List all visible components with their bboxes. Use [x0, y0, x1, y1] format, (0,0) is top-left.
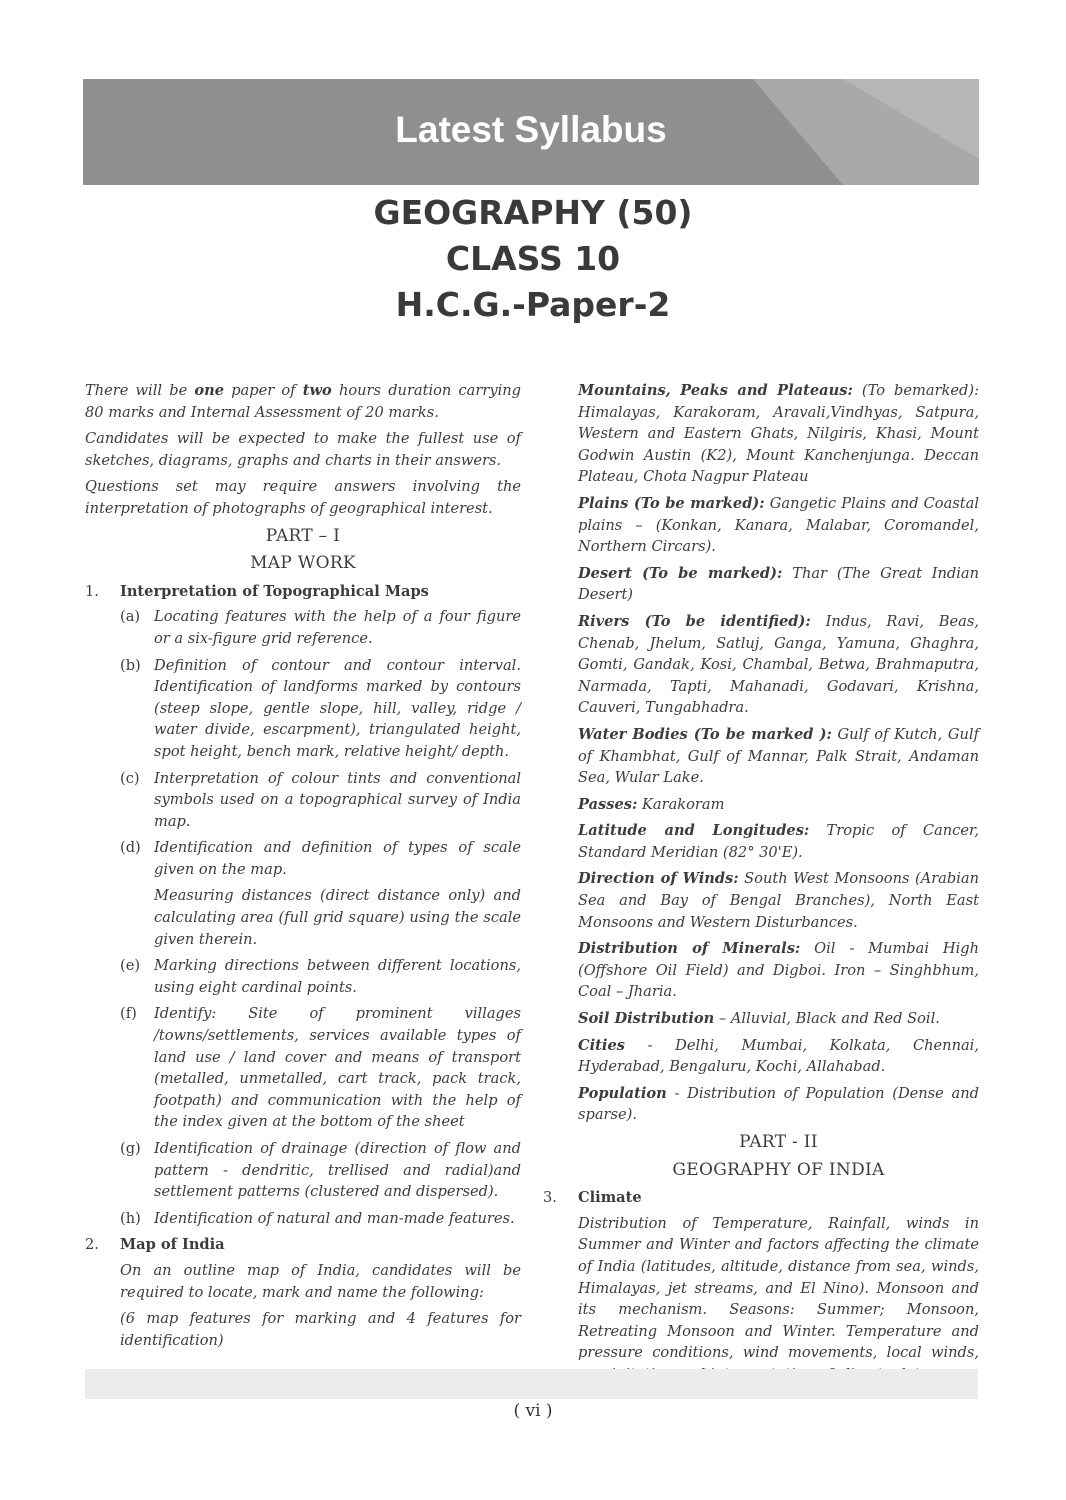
section-3-heading: 3. Climate [543, 1189, 642, 1207]
page-number: ( vi ) [513, 1401, 553, 1421]
map-entry-plains: Plains (To be marked): Gangetic Plains and Coastal plains – (Konkan, Kanara, Malabar, Coromandel, Northern Circars). [578, 494, 979, 556]
list-item: Measuring distances (direct distance only) and calculating area (full grid square) using the scale given therein. [154, 887, 521, 948]
list-item: (f) Identify: Site of prominent villages /towns/settlements, services available types of land use / land cover and means of transport (metalled, unmetalled, cart track, pack track, footpath) and communication with the help of the index given at the bottom of the sheet [120, 1005, 521, 1131]
section-2-heading: 2. Map of India [85, 1236, 225, 1254]
map-entry-population: Population - Distribution of Population (Dense and sparse). [578, 1084, 979, 1124]
section-2-paragraph-1: On an outline map of India, candidates will be required to locate, mark and name the following: [120, 1261, 521, 1301]
map-entry-winds: Direction of Winds: South West Monsoons (Arabian Sea and Bay of Bengal Branches), North East Monsoons and Western Disturbances. [578, 870, 979, 931]
list-item: (b) Definition of contour and contour interval. Identification of landforms marked by contours (steep slope, gentle slope, hill, valley, ridge / water divide, escarpment), triangulated height, spot height, bench mark, relative height/ depth. [120, 656, 521, 760]
subject-title: GEOGRAPHY (50) [373, 193, 693, 232]
map-entry-minerals: Distribution of Minerals: Oil - Mumbai High (Offshore Oil Field) and Digboi. Iron – Singhbhum, Coal – Jharia. [578, 940, 979, 1001]
list-item: (e) Marking directions between different locations, using eight cardinal points. [120, 957, 521, 996]
title-block [0, 190, 1066, 328]
section-3-paragraph: Distribution of Temperature, Rainfall, winds in Summer and Winter and factors affecting the climate of India (latitudes, altitude, distance from sea, winds, Himalayas, jet streams, and El Nino). Monsoon and its mechanism. Seasons: Summer; Monsoon, Retreating Monsoon and Winter. Temperature and pressure conditions, wind movements, local winds, [578, 1214, 979, 1362]
map-entry-desert: Desert (To be marked): Thar (The Great Indian Desert) [578, 564, 980, 604]
list-item: (a) Locating features with the help of a four figure or a six-figure grid reference. [120, 608, 521, 647]
banner-title: Latest Syllabus [395, 109, 667, 150]
map-entry-cities: Cities - Delhi, Mumbai, Kolkata, Chennai, Hyderabad, Bengaluru, Kochi, Allahabad. [578, 1036, 979, 1076]
intro-paragraph-2: Candidates will be expected to make the fullest use of sketches, diagrams, graphs and charts in their answers. [85, 430, 521, 469]
part-1-heading: PART – I [265, 525, 341, 546]
intro-paragraph-1: There will be one paper of two hours duration carrying 80 marks and Internal Assessment of 20 marks. [85, 382, 521, 421]
right-column [543, 380, 980, 1391]
intro-paragraph-3: Questions set may require answers involving the interpretation of photographs of geographical interest. [85, 478, 521, 517]
map-entry-rivers: Rivers (To be identified): Indus, Ravi, Beas, Chenab, Jhelum, Satluj, Ganga, Yamuna, Ghaghra, Gomti, Gandak, Kosi, Chambal, Betwa, Brahmaputra, Narmada, Tapti, Mahanadi, Godavari, Krishna, Cauveri, Tungabhadra. [578, 612, 979, 717]
left-column [85, 380, 521, 1356]
list-item: (c) Interpretation of colour tints and conventional symbols used on a topographical survey of India map. [120, 769, 521, 830]
list-item: (g) Identification of drainage (direction of flow and pattern - dendritic, trellised and radial)and settlement patterns (clustered and dispersed). [120, 1140, 521, 1201]
syllabus-banner [83, 79, 979, 185]
part-2-heading: PART - II [739, 1132, 818, 1152]
section-2-paragraph-2: (6 map features for marking and 4 features for identification) [120, 1310, 521, 1349]
map-entry-passes: Passes: Karakoram [578, 795, 725, 813]
map-entry-mountains: Mountains, Peaks and Plateaus: (To bemarked): Himalayas, Karakoram, Aravali,Vindhyas, Satpura, Western and Eastern Ghats, Nilgiris, Khasi, Mount Godwin Austin (K2), Mount Kanchenjunga. Deccan Plateau, Chota Nagpur Plateau [578, 382, 979, 486]
section-1-heading: 1. Interpretation of Topographical Maps [85, 582, 429, 600]
class-title: CLASS 10 [445, 239, 621, 278]
footer-bar [85, 1369, 978, 1399]
map-entry-water-bodies: Water Bodies (To be marked ): Gulf of Kutch, Gulf of Khambhat, Gulf of Mannar, Palk Strait, Andaman Sea, Wular Lake. [578, 725, 979, 787]
map-work-heading: MAP WORK [250, 553, 356, 574]
paper-title: H.C.G.-Paper-2 [395, 285, 671, 324]
list-item: (d) Identification and definition of types of scale given on the map. [120, 839, 521, 878]
map-entry-soil: Soil Distribution – Alluvial, Black and Red Soil. [578, 1010, 940, 1028]
map-entry-latitude: Latitude and Longitudes: Tropic of Cancer, Standard Meridian (82° 30'E). [578, 822, 979, 861]
list-item: (h) Identification of natural and man-made features. [120, 1209, 515, 1227]
geography-of-india-heading: GEOGRAPHY OF INDIA [672, 1159, 885, 1180]
